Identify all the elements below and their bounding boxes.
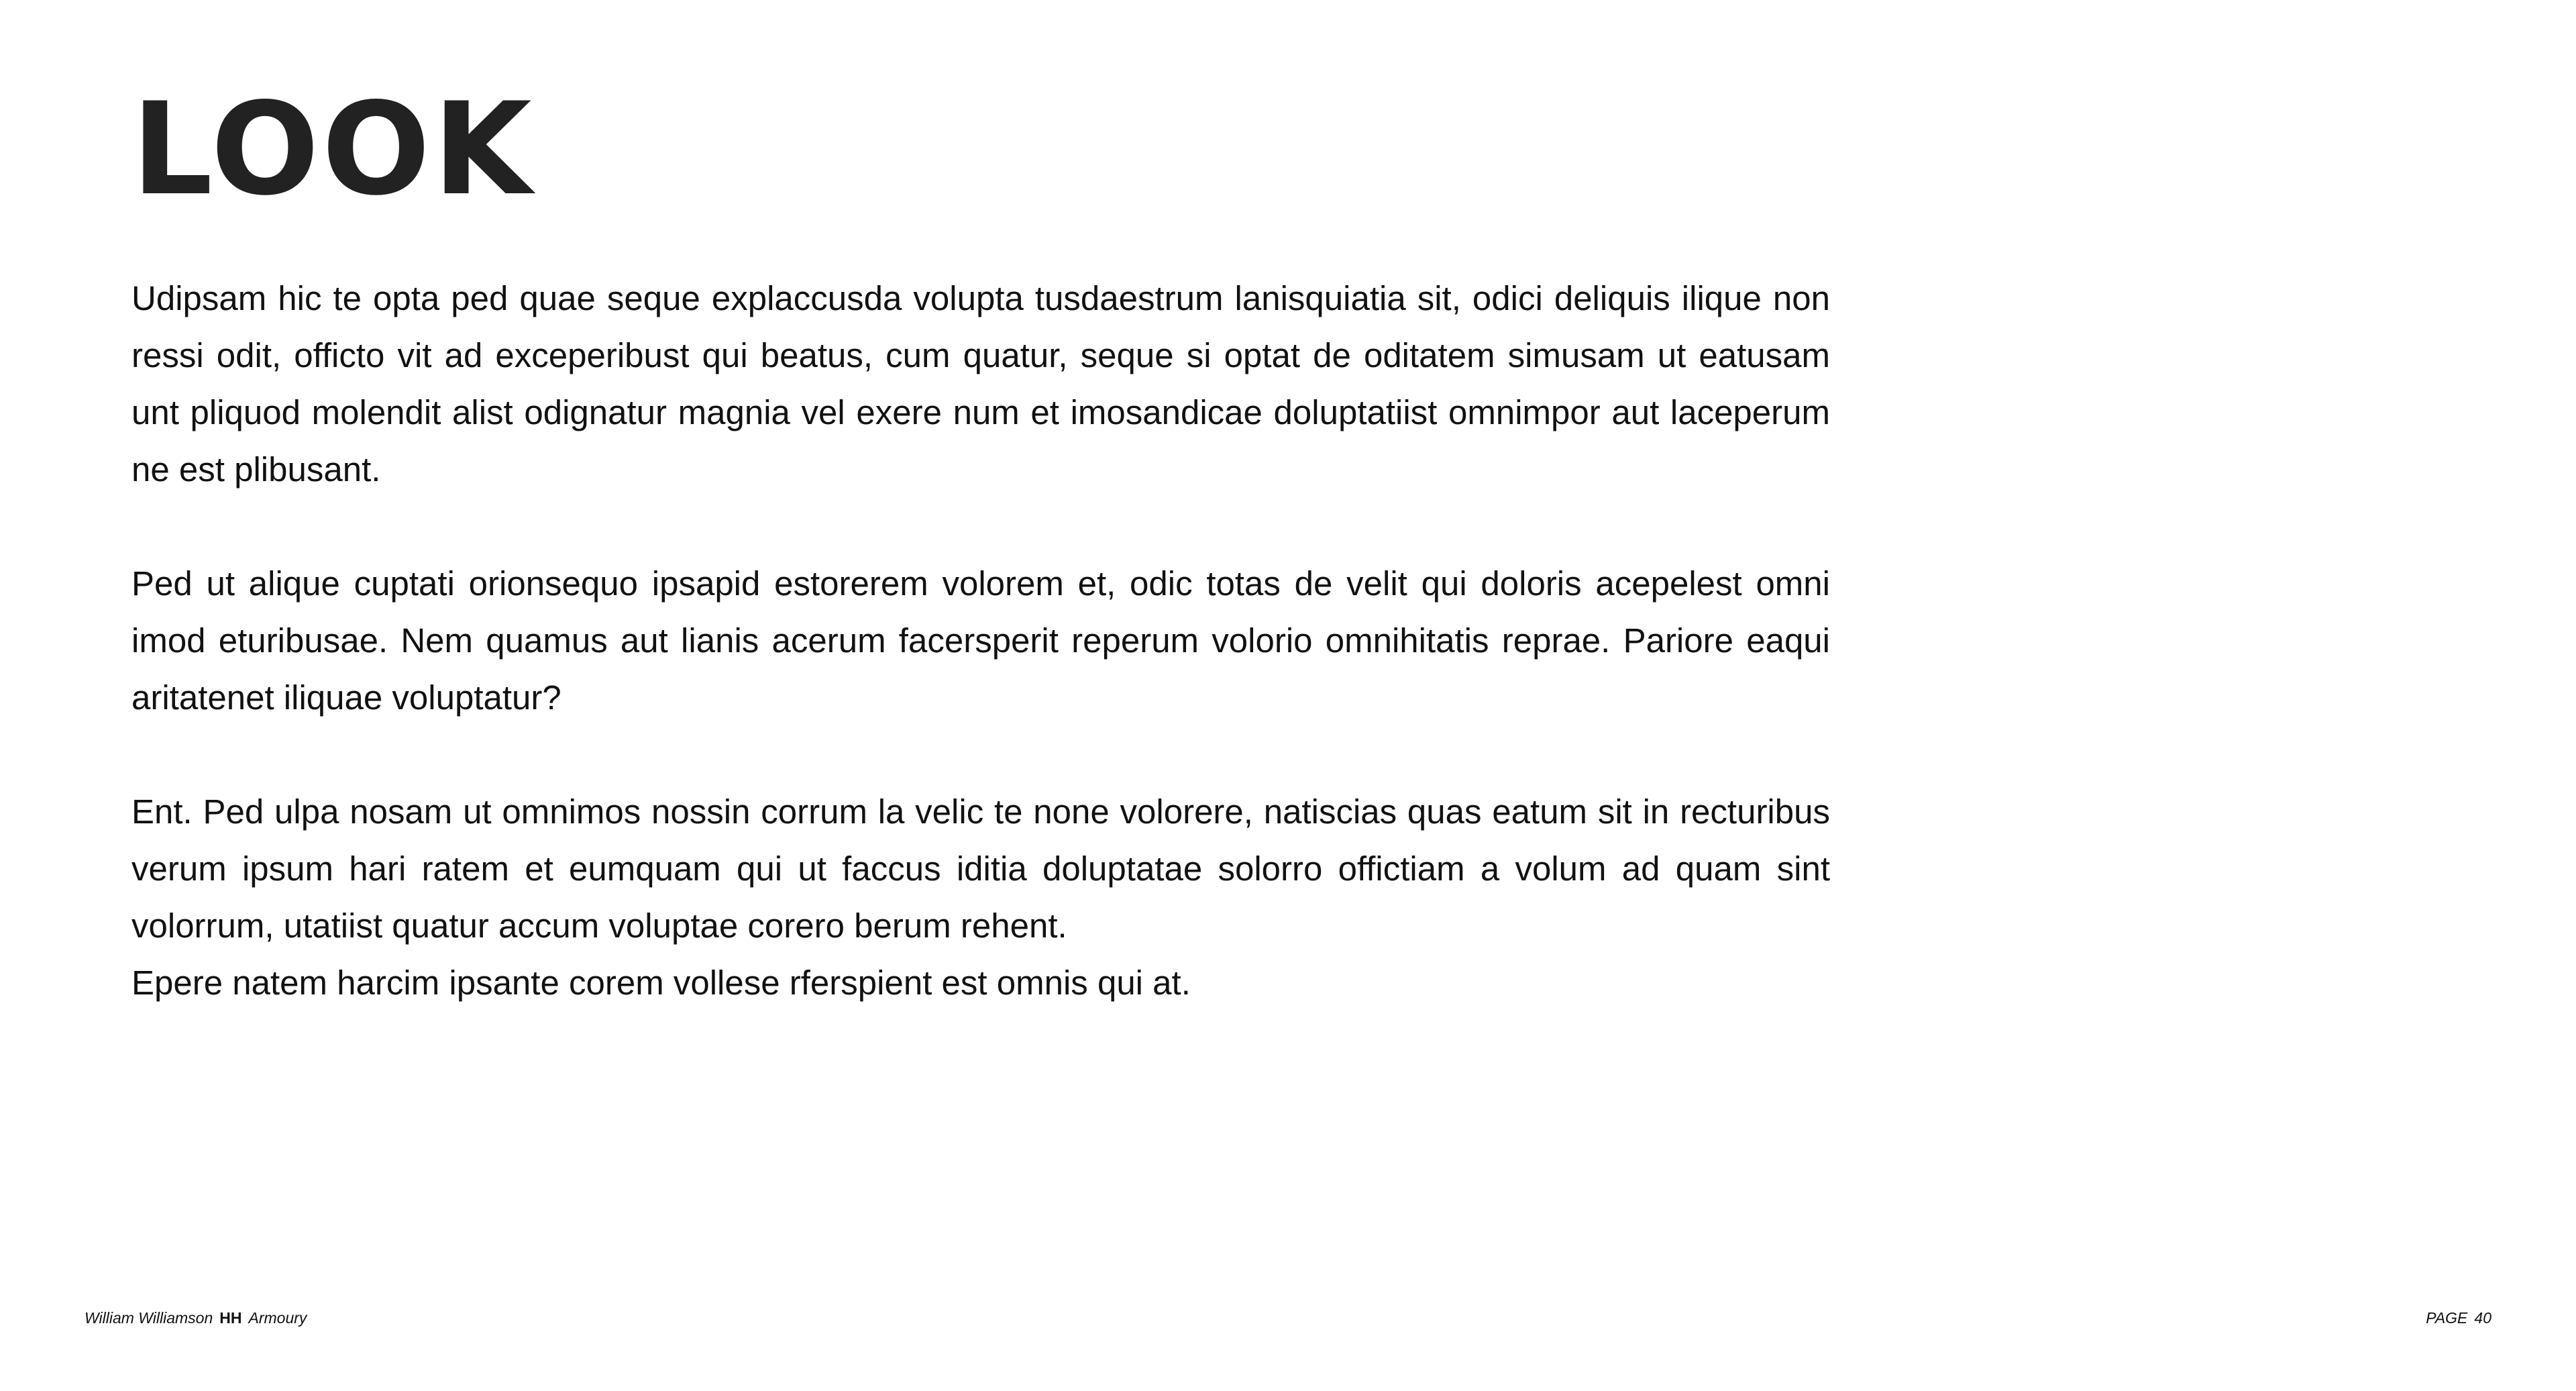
paragraph-4: Epere natem harcim ipsante corem vollese rferspient est omnis qui at. — [131, 964, 1191, 1002]
footer-credit — [85, 1309, 307, 1327]
paragraph-1: Udipsam hic te opta ped quae seque explaccusda volupta tusdaestrum lanisquiatia sit, odici deliquis ilique non ressi odit, officto vit ad exceperibust qui beatus, cum quatur, seque si optat de oditatem simusam ut eatusam unt pliquod molendit alist odignatur magnia vel exere num et imosandicae doluptatiist omnimpor aut laceperum ne est plibusant. — [131, 279, 1830, 488]
footer-separator: HH — [219, 1309, 242, 1327]
page-number-value: 40 — [2474, 1309, 2491, 1327]
body-text — [131, 270, 1830, 1011]
page-number — [2426, 1309, 2491, 1327]
paragraph-3: Ent. Ped ulpa nosam ut omnimos nossin corrum la velic te none volorere, natiscias quas eatum sit in recturibus verum ipsum hari ratem et eumquam qui ut faccus iditia doluptatae solorro offictiam a volum ad quam sint volorrum, utatiist quatur accum voluptae corero berum rehent. — [131, 792, 1830, 945]
paragraph-2: Ped ut alique cuptati orionsequo ipsapid estorerem volorem et, odic totas de velit qui doloris acepelest omni imod eturibusae. Nem quamus aut lianis acerum facersperit reperum volorio omnihitatis reprae. Pariore eaqui aritatenet iliquae voluptatur? — [131, 564, 1830, 717]
footer-project: Armoury — [248, 1309, 307, 1327]
page-label: PAGE — [2426, 1309, 2468, 1327]
footer-author: William Williamson — [85, 1309, 213, 1327]
page-title: LOOK — [131, 75, 535, 223]
